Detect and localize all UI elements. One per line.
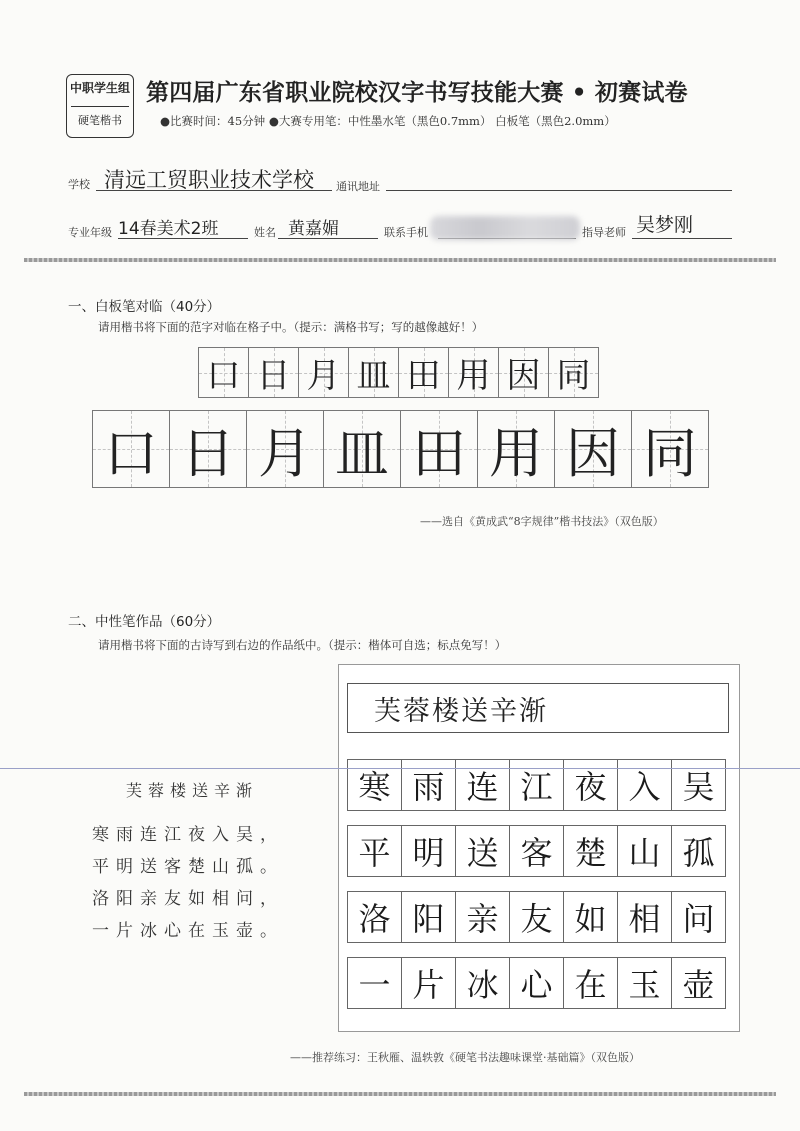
teacher-underline [632,238,732,239]
paper-char-cell[interactable]: 片 [401,957,456,1009]
major-label: 专业年级 [68,226,112,239]
paper-row-3 [347,891,725,943]
model-char-char: 用 [456,356,491,396]
paper-char-cell[interactable]: 友 [509,891,564,943]
poem-line-3: 洛阳亲友如相问， [92,889,284,909]
name-field[interactable]: 黄嘉媚 [288,219,339,239]
paper-char-cell[interactable]: 心 [509,957,564,1009]
model-char-cell [398,347,449,398]
page-title: 第四届广东省职业院校汉字书写技能大赛 • 初赛试卷 [146,80,688,106]
practice-char-cell[interactable] [554,410,632,488]
badge-divider [71,106,129,107]
practice-char-char: 日 [181,421,235,485]
paper-char-cell[interactable]: 雨 [401,759,456,811]
model-char-cell [498,347,549,398]
practice-char-cell[interactable] [631,410,709,488]
poem-line-1: 寒雨连江夜入吴， [92,825,284,845]
paper-char-cell[interactable]: 送 [455,825,510,877]
paper-char-cell[interactable]: 洛 [347,891,402,943]
phone-field-redacted[interactable] [430,216,580,240]
practice-char-cell[interactable] [323,410,401,488]
paper-char-cell[interactable]: 入 [617,759,672,811]
paper-char-cell[interactable]: 一 [347,957,402,1009]
teacher-label: 指导老师 [582,226,626,239]
paper-char-cell[interactable]: 孤 [671,825,726,877]
phone-label: 联系手机 [384,226,428,239]
poem-line-4: 一片冰心在玉壶。 [92,921,284,941]
practice-char-char: 用 [489,421,543,485]
model-char-cell [248,347,299,398]
paper-char-cell[interactable]: 玉 [617,957,672,1009]
practice-char-cell[interactable] [169,410,247,488]
paper-char-cell[interactable]: 冰 [455,957,510,1009]
paper-char-cell[interactable]: 山 [617,825,672,877]
model-char-char: 因 [506,356,541,396]
practice-char-grid [92,410,708,488]
answer-paper [338,664,740,1032]
address-label: 通讯地址 [336,180,380,193]
paper-char-cell[interactable]: 明 [401,825,456,877]
paper-char-cell[interactable]: 江 [509,759,564,811]
paper-char-cell[interactable]: 连 [455,759,510,811]
badge-category-label: 硬笔楷书 [78,114,122,127]
model-char-cell [298,347,349,398]
model-char-cell [448,347,499,398]
practice-char-char: 皿 [335,421,389,485]
paper-char-cell[interactable]: 如 [563,891,618,943]
model-char-cell [548,347,599,398]
model-char-char: 日 [256,356,291,396]
fold-line [0,768,800,769]
school-field[interactable]: 清远工贸职业技术学校 [104,168,314,192]
paper-char-cell[interactable]: 亲 [455,891,510,943]
section2-recommendation: ——推荐练习：王秋雁、温轶敦《硬笔书法趣味课堂·基础篇》（双色版） [290,1051,640,1064]
practice-char-cell[interactable] [477,410,555,488]
paper-char-cell[interactable]: 在 [563,957,618,1009]
practice-char-char: 口 [104,421,158,485]
badge-group-label: 中职学生组 [69,81,130,95]
group-badge [66,74,134,138]
paper-char-cell[interactable]: 问 [671,891,726,943]
paper-row-2 [347,825,725,877]
practice-char-cell[interactable] [400,410,478,488]
section2-hint: 请用楷书将下面的古诗写到右边的作品纸中。（提示：楷体可自选；标点免写！） [98,638,507,652]
poem-line-2: 平明送客楚山孤。 [92,857,284,877]
address-field[interactable] [386,190,732,191]
poem-title: 芙蓉楼送辛渐 [126,781,259,800]
paper-char-cell[interactable]: 寒 [347,759,402,811]
paper-char-cell[interactable]: 壶 [671,957,726,1009]
practice-char-char: 田 [412,421,466,485]
paper-title-box[interactable]: 芙蓉楼送辛渐 [347,683,729,733]
name-label: 姓名 [254,226,276,239]
section1-source: ——选自《黄成武“8字规律”楷书技法》（双色版） [420,515,664,528]
practice-char-char: 同 [643,421,697,485]
model-char-char: 同 [556,356,591,396]
paper-char-cell[interactable]: 夜 [563,759,618,811]
teacher-field[interactable]: 吴梦刚 [636,214,694,236]
paper-row-1 [347,759,725,811]
paper-char-cell[interactable]: 楚 [563,825,618,877]
model-char-cell [198,347,249,398]
section2-title: 二、中性笔作品（60分） [68,614,221,630]
model-char-grid [198,347,598,398]
paper-char-cell[interactable]: 相 [617,891,672,943]
model-char-char: 月 [306,356,341,396]
paper-char-cell[interactable]: 阳 [401,891,456,943]
footer-divider [24,1092,776,1096]
major-field[interactable]: 14春美术2班 [118,219,219,239]
model-char-char: 口 [206,356,241,396]
header-divider [24,258,776,262]
practice-char-cell[interactable] [92,410,170,488]
model-char-cell [348,347,399,398]
paper-char-cell[interactable]: 客 [509,825,564,877]
exam-info: ●比赛时间：45分钟 ●大赛专用笔：中性墨水笔（黑色0.7mm） 白板笔（黑色2.0mm） [160,114,616,128]
section1-title: 一、白板笔对临（40分） [68,299,221,315]
practice-char-char: 因 [566,421,620,485]
school-label: 学校 [68,178,90,191]
paper-char-cell[interactable]: 平 [347,825,402,877]
model-char-char: 田 [406,356,441,396]
practice-char-char: 月 [258,421,312,485]
model-char-char: 皿 [356,356,391,396]
paper-row-4 [347,957,725,1009]
paper-char-cell[interactable]: 吴 [671,759,726,811]
section1-hint: 请用楷书将下面的范字对临在格子中。（提示：满格书写；写的越像越好！） [98,320,484,334]
practice-char-cell[interactable] [246,410,324,488]
